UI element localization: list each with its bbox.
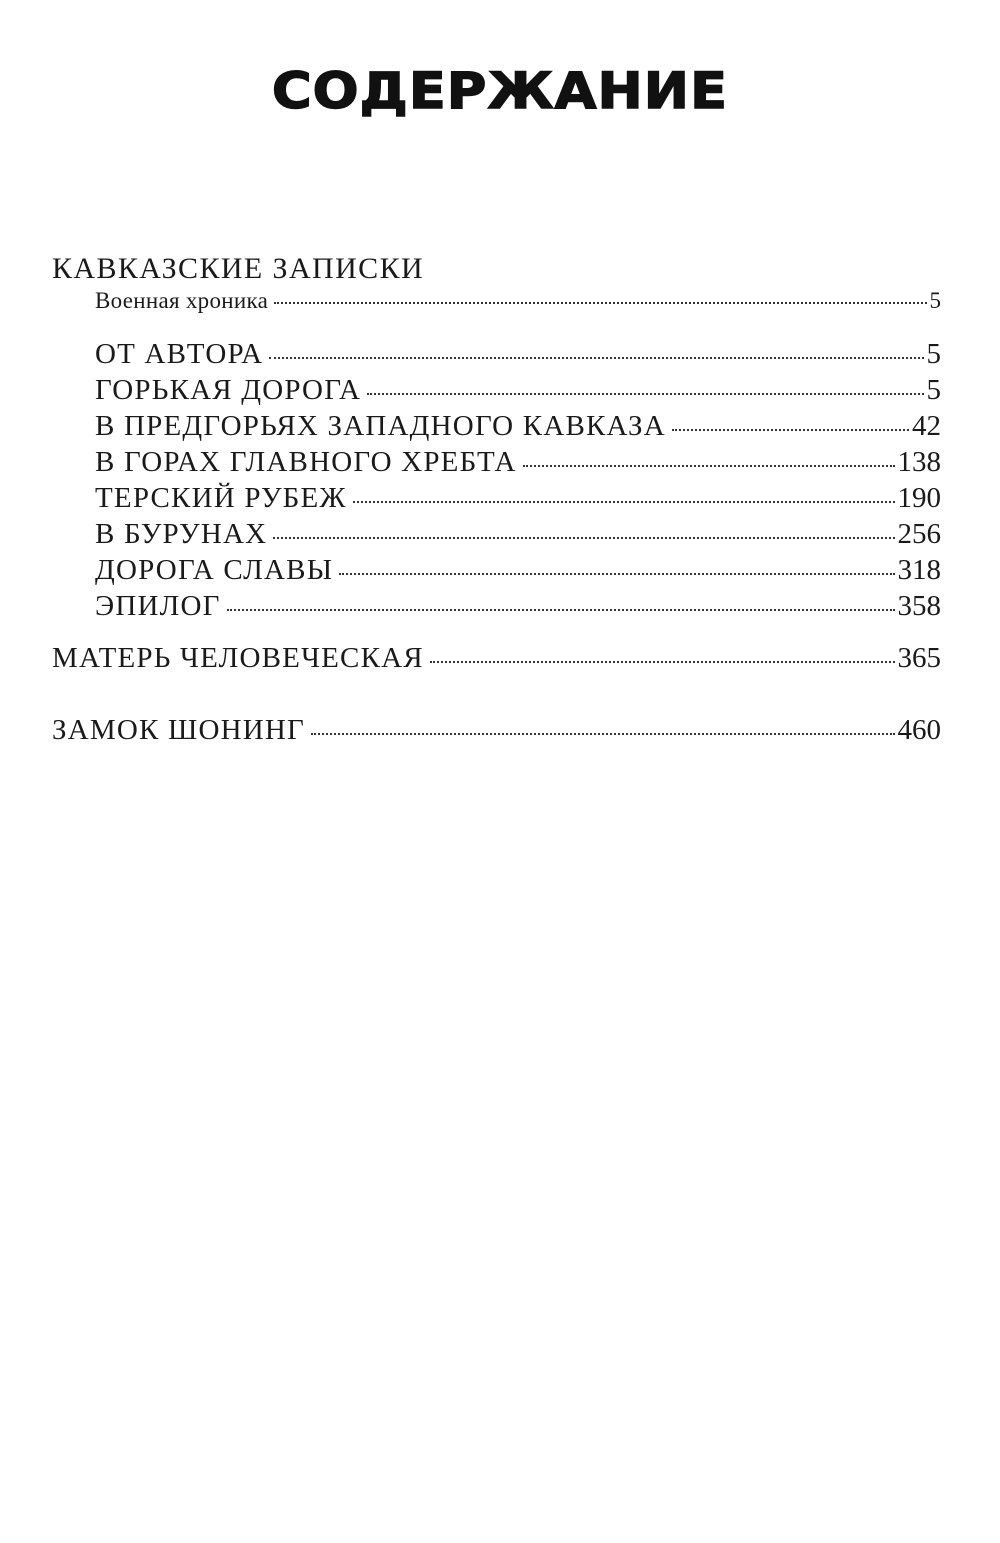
- part-heading: КАВКАЗСКИЕ ЗАПИСКИ: [52, 252, 425, 285]
- dot-leader: [367, 393, 923, 395]
- dot-leader: [430, 661, 895, 663]
- toc-entry-label: В ГОРАХ ГЛАВНОГО ХРЕБТА: [95, 446, 517, 478]
- toc-entry-label: ГОРЬКАЯ ДОРОГА: [95, 374, 362, 406]
- toc-entry-chapter[interactable]: [95, 374, 941, 407]
- dot-leader: [353, 501, 895, 503]
- toc-entry-chapter[interactable]: [95, 410, 941, 443]
- toc-entry-chapter[interactable]: [95, 446, 941, 479]
- dot-leader: [311, 733, 895, 735]
- toc-entry-label: ОТ АВТОРА: [95, 338, 264, 370]
- dot-leader: [672, 429, 909, 431]
- toc-page-number: 318: [897, 554, 941, 586]
- toc-page-number: 5: [926, 374, 941, 406]
- toc-entry-label: ТЕРСКИЙ РУБЕЖ: [95, 482, 347, 514]
- dot-leader: [523, 465, 895, 467]
- dot-leader: [274, 302, 926, 304]
- toc-entry-label: МАТЕРЬ ЧЕЛОВЕЧЕСКАЯ: [52, 642, 424, 674]
- toc-entry-subtitle[interactable]: [95, 288, 941, 314]
- toc-page-number: 5: [929, 288, 941, 313]
- toc-entry-chapter[interactable]: [95, 482, 941, 515]
- dot-leader: [339, 573, 894, 575]
- toc-page-number: 256: [897, 518, 941, 550]
- toc-entry-label: В БУРУНАХ: [95, 518, 268, 550]
- toc-entry-label: ЗАМОК ШОНИНГ: [52, 714, 305, 746]
- dot-leader: [227, 609, 895, 611]
- toc-entry-label: ДОРОГА СЛАВЫ: [95, 554, 334, 586]
- toc-page-number: 460: [897, 714, 941, 746]
- toc-entry-work[interactable]: [52, 714, 941, 747]
- toc-page-number: 138: [897, 446, 941, 478]
- toc-page-number: 358: [897, 590, 941, 622]
- toc-entry-label: В ПРЕДГОРЬЯХ ЗАПАДНОГО КАВКАЗА: [95, 410, 666, 442]
- toc-page-number: 42: [912, 410, 941, 442]
- toc-page-number: 190: [897, 482, 941, 514]
- toc-page-number: 365: [897, 642, 941, 674]
- page-title: СОДЕРЖАНИЕ: [271, 62, 729, 120]
- toc-page-number: 5: [926, 338, 941, 370]
- dot-leader: [273, 537, 894, 539]
- toc-entry-label: ЭПИЛОГ: [95, 590, 221, 622]
- dot-leader: [269, 357, 923, 359]
- toc-entry-label: Военная хроника: [95, 288, 269, 313]
- toc-entry-chapter[interactable]: [95, 590, 941, 623]
- toc-entry-chapter[interactable]: [95, 338, 941, 371]
- toc-entry-chapter[interactable]: [95, 554, 941, 587]
- toc-entry-work[interactable]: [52, 642, 941, 675]
- toc-entry-chapter[interactable]: [95, 518, 941, 551]
